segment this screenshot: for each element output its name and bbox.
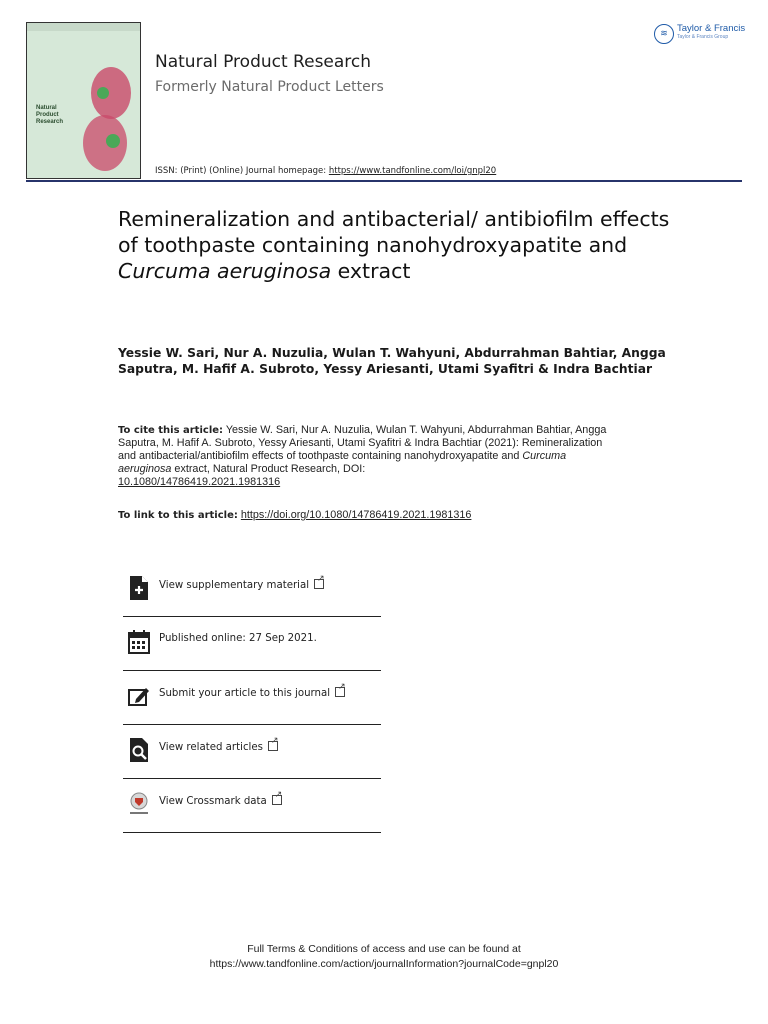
journal-subtitle: Formerly Natural Product Letters bbox=[155, 79, 384, 95]
article-title: Remineralization and antibacterial/ antibiofilm effects of toothpaste containing nanohydroxyapatite and Curcuma aeruginosa extract bbox=[118, 207, 670, 283]
external-link-icon bbox=[335, 687, 345, 697]
doi-link[interactable]: 10.1080/14786419.2021.1981316 bbox=[118, 476, 281, 488]
terms-footer: Full Terms & Conditions of access and use can be found at https://www.tandfonline.com/action/journalInformation?journalCode=gnpl20 bbox=[0, 942, 768, 972]
submit-article-action[interactable]: Submit your article to this journal↗ bbox=[123, 671, 381, 725]
citation-block: To cite this article: Yessie W. Sari, Nur A. Nuzulia, Wulan T. Wahyuni, Abdurrahman Bahtiar, Angga Saputra, M. Hafif A. Subroto, Yessy Ariesanti, Utami Syafitri & Indra Bachtiar (2021): Remineralization and antibacterial/antibiofilm effects of toothpaste containing nanohydroxyapatite and Curcuma aeruginosa extract, Natural Product Research, DOI: 10.1080/14786419.2021.1981316 bbox=[118, 424, 607, 488]
external-link-icon bbox=[314, 579, 324, 589]
view-crossmark-action[interactable]: View Crossmark data↗ bbox=[123, 779, 381, 833]
journal-title: Natural Product Research bbox=[155, 52, 372, 72]
crossmark-icon bbox=[127, 791, 151, 817]
article-authors: Yessie W. Sari, Nur A. Nuzulia, Wulan T. Wahyuni, Abdurrahman Bahtiar, Angga Saputra, M. Hafif A. Subroto, Yessy Ariesanti, Utami Syafitri & Indra Bachtiar bbox=[118, 346, 666, 376]
journal-homepage-link[interactable]: https://www.tandfonline.com/loi/gnpl20 bbox=[328, 166, 497, 176]
header-divider bbox=[26, 180, 742, 182]
calendar-icon bbox=[127, 629, 151, 655]
issn-line: ISSN: (Print) (Online) Journal homepage: https://www.tandfonline.com/loi/gnpl20 bbox=[155, 166, 497, 176]
search-document-icon bbox=[127, 737, 151, 763]
taylor-francis-icon: ≋ bbox=[654, 24, 674, 44]
cover-title: Natural Product Research bbox=[36, 105, 64, 125]
external-link-icon bbox=[268, 741, 278, 751]
journal-cover-image bbox=[26, 22, 141, 179]
view-supplementary-action[interactable]: View supplementary material↗ bbox=[123, 563, 381, 617]
article-actions-list bbox=[123, 563, 381, 833]
article-link-line: To link to this article: https://doi.org/10.1080/14786419.2021.1981316 bbox=[118, 509, 472, 521]
external-link-icon bbox=[272, 795, 282, 805]
cover-illustration bbox=[83, 63, 139, 173]
document-plus-icon bbox=[127, 575, 151, 601]
article-doi-url[interactable]: https://doi.org/10.1080/14786419.2021.1981316 bbox=[240, 509, 472, 521]
edit-icon bbox=[127, 683, 151, 709]
terms-url[interactable]: https://www.tandfonline.com/action/journalInformation?journalCode=gnpl20 bbox=[209, 958, 559, 970]
publisher-logo: ≋ Taylor & Francis Taylor & Francis Group bbox=[654, 24, 745, 44]
published-online-info: Published online: 27 Sep 2021. bbox=[123, 617, 381, 671]
view-related-articles-action[interactable]: View related articles↗ bbox=[123, 725, 381, 779]
